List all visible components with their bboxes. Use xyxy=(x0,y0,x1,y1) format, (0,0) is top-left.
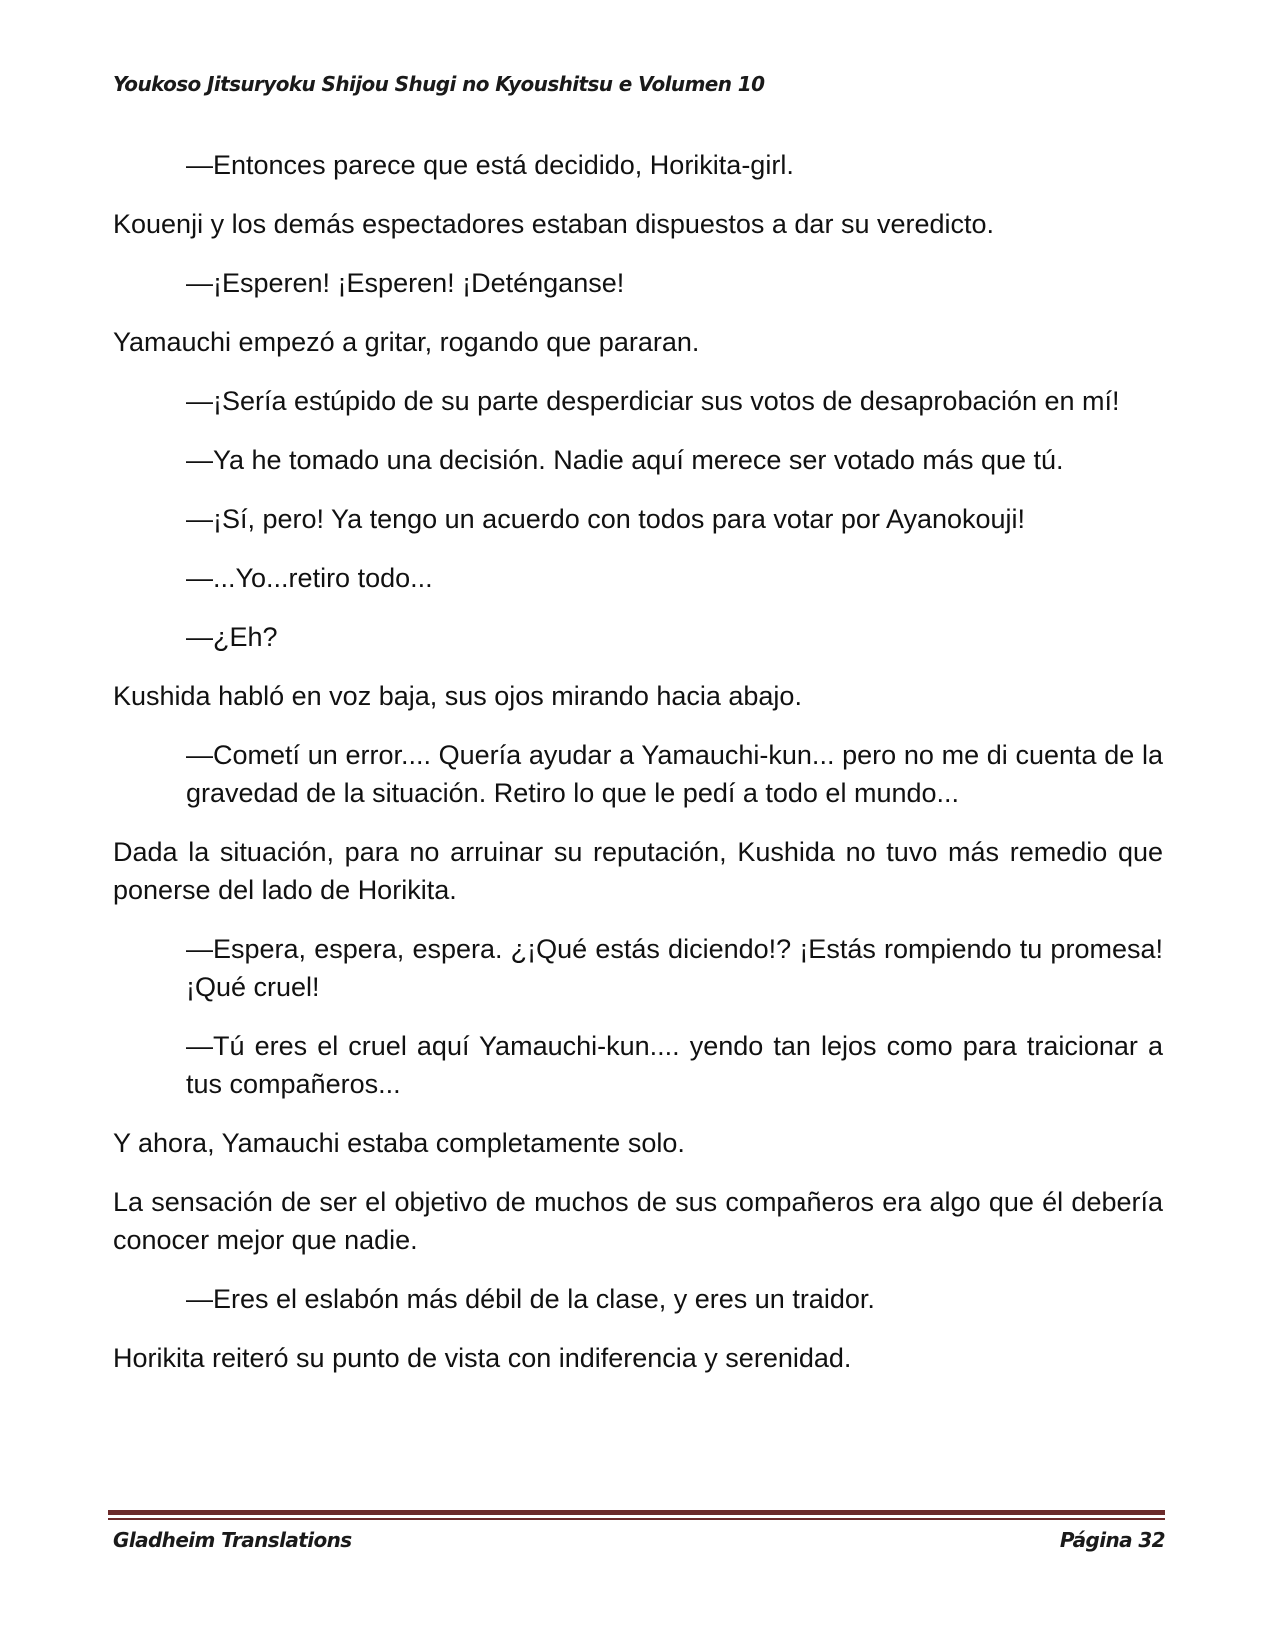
paragraph-dialogue: —¡Sí, pero! Ya tengo un acuerdo con todos para votar por Ayanokouji! xyxy=(186,504,1026,534)
paragraph-dialogue: —Espera, espera, espera. ¿¡Qué estás diciendo!? ¡Estás rompiendo tu promesa! ¡Qué cruel! xyxy=(186,934,1163,1002)
paragraph-dialogue: —Entonces parece que está decidido, Horikita-girl. xyxy=(186,150,794,180)
footer-divider-thin xyxy=(108,1518,1165,1520)
paragraph-dialogue: —Ya he tomado una decisión. Nadie aquí merece ser votado más que tú. xyxy=(186,445,1064,475)
paragraph-narration: Kushida habló en voz baja, sus ojos mirando hacia abajo. xyxy=(113,681,802,711)
paragraph-dialogue: —¡Esperen! ¡Esperen! ¡Deténganse! xyxy=(186,268,625,298)
paragraph-narration: Yamauchi empezó a gritar, rogando que pararan. xyxy=(113,327,700,357)
paragraph-dialogue: —Cometí un error.... Quería ayudar a Yamauchi-kun... pero no me di cuenta de la gravedad de la situación. Retiro lo que le pedí a todo el mundo... xyxy=(186,740,1163,808)
paragraph-narration: Horikita reiteró su punto de vista con indiferencia y serenidad. xyxy=(113,1343,852,1373)
paragraph-dialogue: —Eres el eslabón más débil de la clase, y eres un traidor. xyxy=(186,1284,875,1314)
paragraph-dialogue: —¡Sería estúpido de su parte desperdiciar sus votos de desaprobación en mí! xyxy=(186,386,1120,416)
paragraph-narration: La sensación de ser el objetivo de muchos de sus compañeros era algo que él debería conocer mejor que nadie. xyxy=(113,1187,1163,1255)
paragraph-narration: Dada la situación, para no arruinar su reputación, Kushida no tuvo más remedio que ponerse del lado de Horikita. xyxy=(113,837,1163,905)
footer-page-number: Página 32 xyxy=(1059,1528,1165,1552)
paragraph-dialogue: —...Yo...retiro todo... xyxy=(186,563,433,593)
paragraph-narration: Y ahora, Yamauchi estaba completamente solo. xyxy=(113,1128,685,1158)
page-header-title: Youkoso Jitsuryoku Shijou Shugi no Kyoushitsu e Volumen 10 xyxy=(113,72,765,96)
body-text xyxy=(113,146,1163,1398)
footer-translator-credit: Gladheim Translations xyxy=(113,1528,352,1552)
footer-divider-thick xyxy=(108,1510,1165,1515)
paragraph-narration: Kouenji y los demás espectadores estaban dispuestos a dar su veredicto. xyxy=(113,209,995,239)
paragraph-dialogue: —Tú eres el cruel aquí Yamauchi-kun.... yendo tan lejos como para traicionar a tus compañeros... xyxy=(186,1031,1163,1099)
paragraph-dialogue: —¿Eh? xyxy=(186,622,278,652)
